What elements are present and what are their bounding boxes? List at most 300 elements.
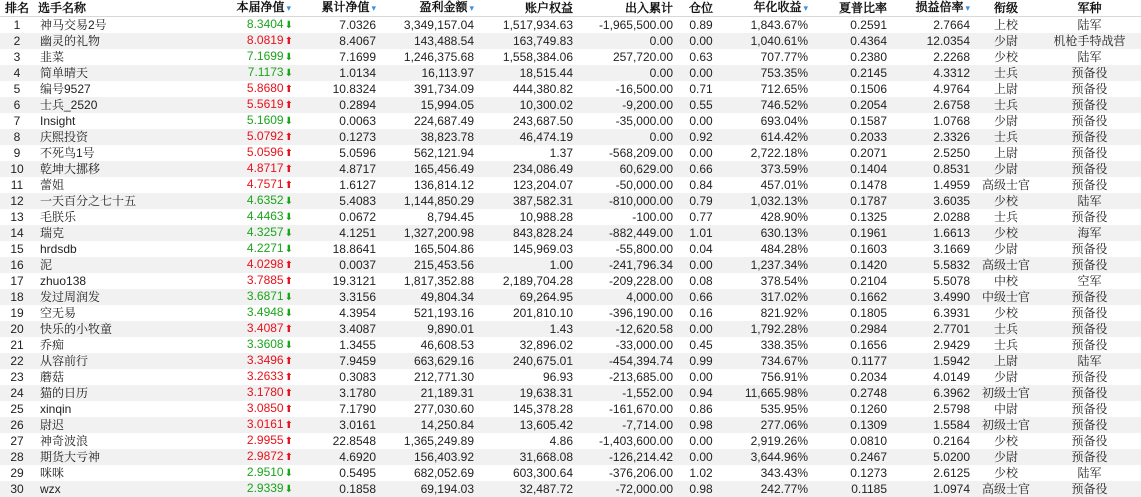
grade-cell: 初级士官 — [974, 385, 1038, 401]
arrow-up-icon: ⬆ — [285, 324, 293, 335]
cum-net-value-cell: 18.8641 — [295, 241, 380, 257]
branch-cell: 预备役 — [1038, 401, 1141, 417]
equity-cell: 10,300.02 — [478, 97, 577, 113]
net-value-cell: 3.1780⬆ — [208, 385, 295, 401]
inout-cell: -72,000.00 — [577, 481, 677, 497]
annual-cell: 712.65% — [725, 81, 812, 97]
sort-down-icon: ▾ — [803, 3, 808, 13]
rank-cell: 20 — [0, 321, 34, 337]
player-name-link[interactable]: 庆熙投资 — [34, 129, 208, 145]
position-cell: 0.79 — [677, 193, 725, 209]
annual-cell: 457.01% — [725, 177, 812, 193]
branch-cell: 预备役 — [1038, 337, 1141, 353]
equity-cell: 18,515.44 — [478, 65, 577, 81]
net-value-cell: 5.5619⬆ — [208, 97, 295, 113]
player-name-link[interactable]: 从容前行 — [34, 353, 208, 369]
profit-cell: 1,365,249.89 — [380, 433, 478, 449]
pl-ratio-cell: 2.6125 — [891, 465, 974, 481]
equity-cell: 163,749.83 — [478, 33, 577, 49]
annual-cell: 317.02% — [725, 289, 812, 305]
rank-cell: 2 — [0, 33, 34, 49]
position-cell: 0.00 — [677, 145, 725, 161]
table-row[interactable] — [0, 129, 1141, 145]
header-branch: 军种 — [1038, 0, 1141, 17]
rank-cell: 22 — [0, 353, 34, 369]
grade-cell: 少校 — [974, 193, 1038, 209]
inout-cell: -7,714.00 — [577, 417, 677, 433]
annual-cell: 242.77% — [725, 481, 812, 497]
table-row[interactable] — [0, 353, 1141, 369]
pl-ratio-cell: 4.0149 — [891, 369, 974, 385]
annual-cell: 614.42% — [725, 129, 812, 145]
inout-cell: 0.00 — [577, 33, 677, 49]
grade-cell: 士兵 — [974, 321, 1038, 337]
inout-cell: -376,206.00 — [577, 465, 677, 481]
branch-cell: 预备役 — [1038, 129, 1141, 145]
grade-cell: 中级士官 — [974, 289, 1038, 305]
sharpe-cell: 0.2984 — [812, 321, 891, 337]
pl-ratio-cell: 2.6758 — [891, 97, 974, 113]
sharpe-cell: 0.1273 — [812, 465, 891, 481]
sharpe-cell: 0.2467 — [812, 449, 891, 465]
table-row[interactable] — [0, 289, 1141, 305]
rank-cell: 8 — [0, 129, 34, 145]
pl-ratio-cell: 0.8531 — [891, 161, 974, 177]
player-name-link[interactable]: xinqin — [34, 401, 208, 417]
net-value-cell: 4.2271⬇ — [208, 241, 295, 257]
cum-net-value-cell: 0.3083 — [295, 369, 380, 385]
pl-ratio-cell: 2.9429 — [891, 337, 974, 353]
arrow-down-icon: ⬇ — [285, 244, 293, 255]
inout-cell: -126,214.42 — [577, 449, 677, 465]
table-row[interactable] — [0, 241, 1141, 257]
player-name-link[interactable]: 尉迟 — [34, 417, 208, 433]
profit-cell: 9,890.01 — [380, 321, 478, 337]
player-name-link[interactable]: 泥 — [34, 257, 208, 273]
arrow-up-icon: ⬆ — [285, 36, 293, 47]
table-row[interactable] — [0, 193, 1141, 209]
net-value-cell: 3.3608⬇ — [208, 337, 295, 353]
pl-ratio-cell: 1.0974 — [891, 481, 974, 497]
arrow-down-icon: ⬇ — [285, 20, 293, 31]
header-net-value[interactable]: 本届净值 ▾ — [208, 0, 295, 17]
pl-ratio-cell: 1.6613 — [891, 225, 974, 241]
player-name-link[interactable]: 乔痴 — [34, 337, 208, 353]
branch-cell: 预备役 — [1038, 305, 1141, 321]
net-value-cell: 3.6871⬇ — [208, 289, 295, 305]
profit-cell: 38,823.78 — [380, 129, 478, 145]
profit-cell: 8,794.45 — [380, 209, 478, 225]
annual-cell: 373.59% — [725, 161, 812, 177]
cum-net-value-cell: 1.6127 — [295, 177, 380, 193]
player-name-link[interactable]: 不死鸟1号 — [34, 145, 208, 161]
net-value-cell: 4.8717⬆ — [208, 161, 295, 177]
cum-net-value-cell: 0.1273 — [295, 129, 380, 145]
net-value-cell: 3.4948⬇ — [208, 305, 295, 321]
arrow-up-icon: ⬆ — [285, 164, 293, 175]
position-cell: 0.92 — [677, 129, 725, 145]
pl-ratio-cell: 1.5584 — [891, 417, 974, 433]
player-name-link[interactable]: 神奇波浪 — [34, 433, 208, 449]
arrow-down-icon: ⬇ — [285, 468, 293, 479]
player-name-link[interactable]: 空无易 — [34, 305, 208, 321]
profit-cell: 521,193.16 — [380, 305, 478, 321]
rank-cell: 30 — [0, 481, 34, 497]
net-value-cell: 5.0792⬆ — [208, 129, 295, 145]
sharpe-cell: 0.1603 — [812, 241, 891, 257]
cum-net-value-cell: 19.3121 — [295, 273, 380, 289]
arrow-up-icon: ⬆ — [285, 452, 293, 463]
table-row[interactable] — [0, 321, 1141, 337]
equity-cell: 1,517,934.63 — [478, 17, 577, 34]
equity-cell: 234,086.49 — [478, 161, 577, 177]
rank-cell: 26 — [0, 417, 34, 433]
table-row[interactable] — [0, 65, 1141, 81]
table-row[interactable] — [0, 401, 1141, 417]
cum-net-value-cell: 4.8717 — [295, 161, 380, 177]
profit-cell: 562,121.94 — [380, 145, 478, 161]
sharpe-cell: 0.1309 — [812, 417, 891, 433]
rank-cell: 19 — [0, 305, 34, 321]
branch-cell: 陆军 — [1038, 17, 1141, 34]
player-name-link[interactable]: 一天百分之七十五 — [34, 193, 208, 209]
pl-ratio-cell: 2.5250 — [891, 145, 974, 161]
player-name-link[interactable]: 乾坤大挪移 — [34, 161, 208, 177]
sharpe-cell: 0.2033 — [812, 129, 891, 145]
branch-cell: 预备役 — [1038, 481, 1141, 497]
cum-net-value-cell: 3.1780 — [295, 385, 380, 401]
cum-net-value-cell: 0.5495 — [295, 465, 380, 481]
inout-cell: -12,620.58 — [577, 321, 677, 337]
arrow-down-icon: ⬇ — [285, 52, 293, 63]
grade-cell: 上尉 — [974, 81, 1038, 97]
equity-cell: 123,204.07 — [478, 177, 577, 193]
player-name-link[interactable]: 蕾姐 — [34, 177, 208, 193]
pl-ratio-cell: 2.5798 — [891, 401, 974, 417]
cum-net-value-cell: 4.1251 — [295, 225, 380, 241]
annual-cell: 428.90% — [725, 209, 812, 225]
player-name-link[interactable]: 期货大亏神 — [34, 449, 208, 465]
inout-cell: 0.00 — [577, 65, 677, 81]
inout-cell: -161,670.00 — [577, 401, 677, 417]
grade-cell: 高级士官 — [974, 177, 1038, 193]
grade-cell: 初级士官 — [974, 417, 1038, 433]
pl-ratio-cell: 3.6035 — [891, 193, 974, 209]
inout-cell: -50,000.00 — [577, 177, 677, 193]
net-value-cell: 8.0819⬆ — [208, 33, 295, 49]
header-equity: 账户权益 — [478, 0, 577, 17]
arrow-up-icon: ⬆ — [285, 276, 293, 287]
arrow-down-icon: ⬇ — [285, 292, 293, 303]
net-value-cell: 2.9339⬇ — [208, 481, 295, 497]
cum-net-value-cell: 0.1858 — [295, 481, 380, 497]
position-cell: 0.63 — [677, 49, 725, 65]
player-name-link[interactable]: 幽灵的礼物 — [34, 33, 208, 49]
player-name-link[interactable]: Insight — [34, 113, 208, 129]
equity-cell: 603,300.64 — [478, 465, 577, 481]
arrow-up-icon: ⬆ — [285, 372, 293, 383]
player-name-link[interactable]: 编号9527 — [34, 81, 208, 97]
inout-cell: -16,500.00 — [577, 81, 677, 97]
inout-cell: 4,000.00 — [577, 289, 677, 305]
arrow-up-icon: ⬆ — [285, 260, 293, 271]
pl-ratio-cell: 2.2268 — [891, 49, 974, 65]
annual-cell: 338.35% — [725, 337, 812, 353]
pl-ratio-cell: 2.7701 — [891, 321, 974, 337]
equity-cell: 32,487.72 — [478, 481, 577, 497]
sharpe-cell: 0.2054 — [812, 97, 891, 113]
table-row[interactable] — [0, 97, 1141, 113]
table-row[interactable] — [0, 161, 1141, 177]
cum-net-value-cell: 3.4087 — [295, 321, 380, 337]
player-name-link[interactable]: hrdsdb — [34, 241, 208, 257]
sharpe-cell: 0.1656 — [812, 337, 891, 353]
annual-cell: 1,237.34% — [725, 257, 812, 273]
sharpe-cell: 0.2104 — [812, 273, 891, 289]
inout-cell: -55,800.00 — [577, 241, 677, 257]
branch-cell: 陆军 — [1038, 193, 1141, 209]
arrow-down-icon: ⬇ — [285, 68, 293, 79]
rank-cell: 25 — [0, 401, 34, 417]
player-name-link[interactable]: 瑞克 — [34, 225, 208, 241]
equity-cell: 46,474.19 — [478, 129, 577, 145]
table-row[interactable] — [0, 225, 1141, 241]
annual-cell: 343.43% — [725, 465, 812, 481]
sharpe-cell: 0.1260 — [812, 401, 891, 417]
arrow-up-icon: ⬆ — [285, 388, 293, 399]
player-name-link[interactable]: wzx — [34, 481, 208, 497]
net-value-cell: 8.3404⬇ — [208, 17, 295, 34]
position-cell: 0.98 — [677, 481, 725, 497]
branch-cell: 预备役 — [1038, 81, 1141, 97]
sharpe-cell: 0.1420 — [812, 257, 891, 273]
profit-cell: 391,734.09 — [380, 81, 478, 97]
sharpe-cell: 0.2748 — [812, 385, 891, 401]
grade-cell: 高级士官 — [974, 481, 1038, 497]
inout-cell: -396,190.00 — [577, 305, 677, 321]
table-row[interactable] — [0, 449, 1141, 465]
profit-cell: 1,246,375.68 — [380, 49, 478, 65]
player-name-link[interactable]: 猫的日历 — [34, 385, 208, 401]
equity-cell: 1.00 — [478, 257, 577, 273]
inout-cell: -209,228.00 — [577, 273, 677, 289]
profit-cell: 215,453.56 — [380, 257, 478, 273]
player-name-link[interactable]: 士兵_2520 — [34, 97, 208, 113]
arrow-up-icon: ⬆ — [285, 148, 293, 159]
rank-cell: 23 — [0, 369, 34, 385]
cum-net-value-cell: 4.3954 — [295, 305, 380, 321]
table-row[interactable] — [0, 433, 1141, 449]
branch-cell: 预备役 — [1038, 241, 1141, 257]
header-rank: 排名 — [0, 0, 34, 17]
arrow-up-icon: ⬆ — [285, 436, 293, 447]
equity-cell: 1,558,384.06 — [478, 49, 577, 65]
sharpe-cell: 0.0810 — [812, 433, 891, 449]
position-cell: 0.00 — [677, 257, 725, 273]
inout-cell: -100.00 — [577, 209, 677, 225]
annual-cell: 746.52% — [725, 97, 812, 113]
header-position: 仓位 — [677, 0, 725, 17]
annual-cell: 11,665.98% — [725, 385, 812, 401]
table-row[interactable] — [0, 17, 1141, 34]
table-row[interactable] — [0, 209, 1141, 225]
inout-cell: -213,685.00 — [577, 369, 677, 385]
arrow-up-icon: ⬆ — [285, 420, 293, 431]
branch-cell: 海军 — [1038, 225, 1141, 241]
arrow-up-icon: ⬆ — [285, 404, 293, 415]
table-row[interactable] — [0, 385, 1141, 401]
branch-cell: 空军 — [1038, 273, 1141, 289]
player-name-link[interactable]: 神马交易2号 — [34, 17, 208, 34]
annual-cell: 707.77% — [725, 49, 812, 65]
player-name-link[interactable]: 发过周润发 — [34, 289, 208, 305]
table-row[interactable] — [0, 481, 1141, 497]
table-row[interactable] — [0, 81, 1141, 97]
arrow-up-icon: ⬆ — [285, 100, 293, 111]
profit-cell: 165,504.86 — [380, 241, 478, 257]
net-value-cell: 4.7571⬆ — [208, 177, 295, 193]
player-name-link[interactable]: 咪咪 — [34, 465, 208, 481]
equity-cell: 13,605.42 — [478, 417, 577, 433]
equity-cell: 31,668.08 — [478, 449, 577, 465]
grade-cell: 少校 — [974, 49, 1038, 65]
pl-ratio-cell: 0.2164 — [891, 433, 974, 449]
table-row[interactable] — [0, 417, 1141, 433]
pl-ratio-cell: 6.3962 — [891, 385, 974, 401]
branch-cell: 预备役 — [1038, 321, 1141, 337]
pl-ratio-cell: 5.5078 — [891, 273, 974, 289]
header-row — [0, 0, 1141, 17]
cum-net-value-cell: 5.0596 — [295, 145, 380, 161]
table-row[interactable] — [0, 145, 1141, 161]
grade-cell: 中校 — [974, 273, 1038, 289]
player-name-link[interactable]: 快乐的小牧童 — [34, 321, 208, 337]
table-row[interactable] — [0, 337, 1141, 353]
header-pl-ratio[interactable]: 损益倍率 ▾ — [891, 0, 974, 17]
pl-ratio-cell: 3.1669 — [891, 241, 974, 257]
table-row[interactable] — [0, 33, 1141, 49]
arrow-up-icon: ⬆ — [285, 132, 293, 143]
header-profit[interactable]: 盈利金额 ▾ — [380, 0, 478, 17]
pl-ratio-cell: 6.3931 — [891, 305, 974, 321]
arrow-up-icon: ⬆ — [285, 84, 293, 95]
header-cum-net-value[interactable]: 累计净值 ▾ — [295, 0, 380, 17]
rank-cell: 28 — [0, 449, 34, 465]
annual-cell: 693.04% — [725, 113, 812, 129]
position-cell: 1.02 — [677, 465, 725, 481]
rank-cell: 9 — [0, 145, 34, 161]
arrow-down-icon: ⬇ — [285, 212, 293, 223]
rank-cell: 11 — [0, 177, 34, 193]
table-row[interactable] — [0, 465, 1141, 481]
annual-cell: 821.92% — [725, 305, 812, 321]
sharpe-cell: 0.1404 — [812, 161, 891, 177]
rank-cell: 5 — [0, 81, 34, 97]
pl-ratio-cell: 4.3312 — [891, 65, 974, 81]
pl-ratio-cell: 5.5832 — [891, 257, 974, 273]
position-cell: 0.16 — [677, 305, 725, 321]
annual-cell: 277.06% — [725, 417, 812, 433]
cum-net-value-cell: 0.0037 — [295, 257, 380, 273]
equity-cell: 843,828.24 — [478, 225, 577, 241]
branch-cell: 预备役 — [1038, 449, 1141, 465]
grade-cell: 少尉 — [974, 33, 1038, 49]
equity-cell: 4.86 — [478, 433, 577, 449]
profit-cell: 224,687.49 — [380, 113, 478, 129]
grade-cell: 少校 — [974, 305, 1038, 321]
inout-cell: -454,394.74 — [577, 353, 677, 369]
cum-net-value-cell: 4.6920 — [295, 449, 380, 465]
table-row[interactable] — [0, 305, 1141, 321]
grade-cell: 士兵 — [974, 129, 1038, 145]
pl-ratio-cell: 1.0768 — [891, 113, 974, 129]
player-name-link[interactable]: 简单晴天 — [34, 65, 208, 81]
profit-cell: 277,030.60 — [380, 401, 478, 417]
cum-net-value-cell: 0.0063 — [295, 113, 380, 129]
equity-cell: 10,988.28 — [478, 209, 577, 225]
rank-cell: 7 — [0, 113, 34, 129]
player-name-link[interactable]: zhuo138 — [34, 273, 208, 289]
table-row[interactable] — [0, 273, 1141, 289]
position-cell: 0.55 — [677, 97, 725, 113]
net-value-cell: 5.8680⬆ — [208, 81, 295, 97]
pl-ratio-cell: 3.4990 — [891, 289, 974, 305]
branch-cell: 预备役 — [1038, 209, 1141, 225]
table-row[interactable] — [0, 369, 1141, 385]
rank-cell: 15 — [0, 241, 34, 257]
player-name-link[interactable]: 蘑菇 — [34, 369, 208, 385]
net-value-cell: 4.0298⬆ — [208, 257, 295, 273]
branch-cell: 预备役 — [1038, 177, 1141, 193]
rank-cell: 13 — [0, 209, 34, 225]
net-value-cell: 7.1699⬇ — [208, 49, 295, 65]
table-row[interactable] — [0, 177, 1141, 193]
rank-cell: 29 — [0, 465, 34, 481]
header-annual[interactable]: 年化收益 ▾ — [725, 0, 812, 17]
grade-cell: 士兵 — [974, 337, 1038, 353]
table-row[interactable] — [0, 113, 1141, 129]
profit-cell: 69,194.03 — [380, 481, 478, 497]
branch-cell: 预备役 — [1038, 97, 1141, 113]
position-cell: 0.00 — [677, 449, 725, 465]
net-value-cell: 2.9955⬆ — [208, 433, 295, 449]
equity-cell: 145,969.03 — [478, 241, 577, 257]
table-row[interactable] — [0, 257, 1141, 273]
sharpe-cell: 0.2145 — [812, 65, 891, 81]
annual-cell: 630.13% — [725, 225, 812, 241]
position-cell: 0.99 — [677, 353, 725, 369]
branch-cell: 陆军 — [1038, 465, 1141, 481]
equity-cell: 1.43 — [478, 321, 577, 337]
grade-cell: 士兵 — [974, 97, 1038, 113]
table-row[interactable] — [0, 49, 1141, 65]
inout-cell: -568,209.00 — [577, 145, 677, 161]
net-value-cell: 3.2633⬆ — [208, 369, 295, 385]
annual-cell: 2,919.26% — [725, 433, 812, 449]
player-name-link[interactable]: 韭菜 — [34, 49, 208, 65]
net-value-cell: 3.3496⬆ — [208, 353, 295, 369]
equity-cell: 145,378.28 — [478, 401, 577, 417]
sharpe-cell: 0.1506 — [812, 81, 891, 97]
net-value-cell: 4.3257⬇ — [208, 225, 295, 241]
sharpe-cell: 0.1961 — [812, 225, 891, 241]
player-name-link[interactable]: 毛朕乐 — [34, 209, 208, 225]
net-value-cell: 4.4463⬇ — [208, 209, 295, 225]
branch-cell: 陆军 — [1038, 353, 1141, 369]
rank-cell: 3 — [0, 49, 34, 65]
pl-ratio-cell: 4.9764 — [891, 81, 974, 97]
rank-cell: 6 — [0, 97, 34, 113]
